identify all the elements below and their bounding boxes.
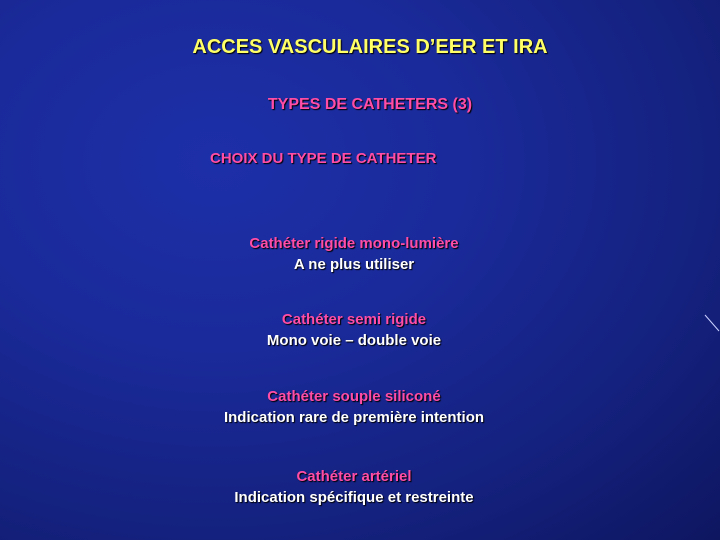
slide-title: ACCES VASCULAIRES D’EER ET IRA <box>192 36 548 58</box>
section-heading: CHOIX DU TYPE DE CATHETER <box>210 150 437 167</box>
catheter-name: Cathéter souple siliconé <box>267 388 441 405</box>
catheter-detail: A ne plus utiliser <box>293 256 415 273</box>
catheter-name: Cathéter semi rigide <box>281 311 427 328</box>
catheter-detail: Indication rare de première intention <box>223 409 485 426</box>
catheter-name: Cathéter rigide mono-lumière <box>249 235 459 252</box>
catheter-name: Cathéter artériel <box>296 468 412 485</box>
list-item <box>0 309 708 351</box>
decorative-line <box>704 314 720 332</box>
slide-subtitle: TYPES DE CATHETERS (3) <box>267 96 473 113</box>
list-item <box>0 386 708 428</box>
catheter-detail: Mono voie – double voie <box>266 332 442 349</box>
list-item <box>0 466 708 508</box>
list-item <box>0 233 708 275</box>
catheter-detail: Indication spécifique et restreinte <box>234 489 474 506</box>
